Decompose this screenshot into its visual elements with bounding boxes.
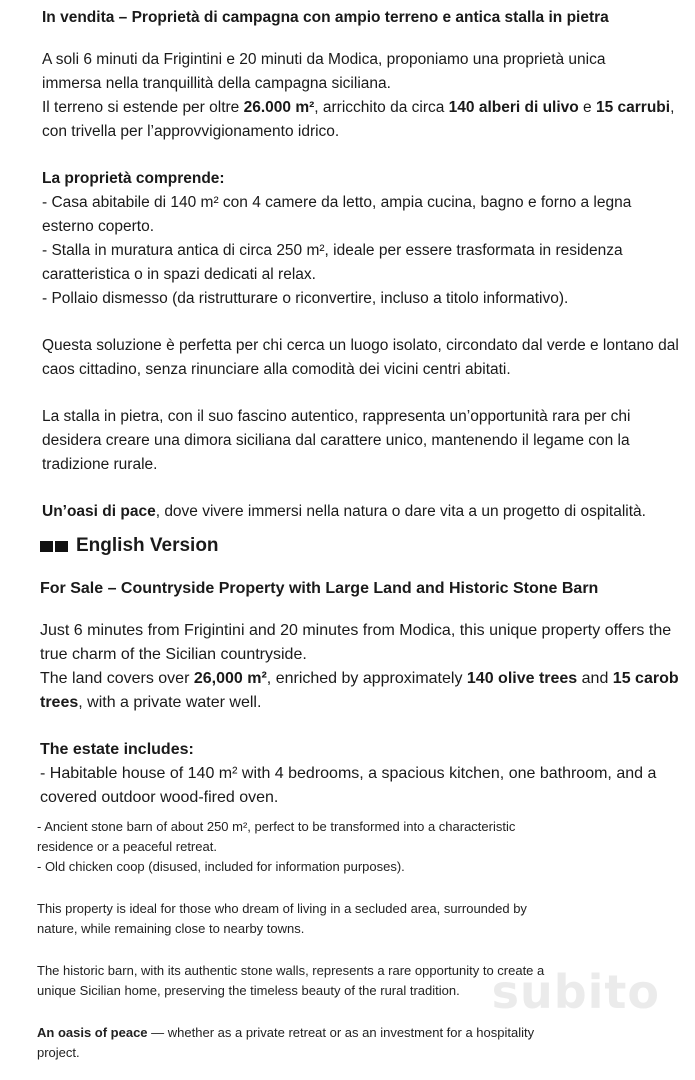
english-land-area: 26,000 m² (193, 670, 267, 687)
english-item-barn-line1: - Ancient stone barn of about 250 m², perfect to be transformed into a characteristic (37, 819, 516, 834)
english-item-barn (37, 817, 637, 857)
italian-carob-count: 15 carrubi (595, 99, 671, 116)
italian-land-area: 26.000 m² (243, 99, 315, 116)
italian-land-and: e (578, 99, 596, 116)
italian-item-coop: - Pollaio dismesso (da ristrutturare o riconvertire, incluso a titolo informativo). (42, 290, 569, 307)
italian-oasis (42, 500, 682, 524)
english-oasis-rest-line1: — whether as a private retreat or as an investment for a hospitality (147, 1025, 535, 1040)
english-intro-text: Just 6 minutes from Frigintini and 20 minutes from Modica, this unique property offers the true charm of the Sicilian countryside. (40, 622, 672, 663)
italian-oasis-bold: Un’oasi di pace (42, 503, 156, 520)
italian-land-text: Il terreno si estende per oltre (42, 99, 244, 116)
english-oasis-bold: An oasis of peace (37, 1025, 148, 1040)
english-item-house: - Habitable house of 140 m² with 4 bedrooms, a spacious kitchen, one bathroom, and a covered outdoor wood-fired oven. (40, 765, 657, 806)
italian-includes-heading: La proprietà comprende: (42, 170, 225, 187)
english-includes (40, 738, 690, 810)
english-paragraph-location-line2: nature, while remaining close to nearby towns. (37, 921, 305, 936)
english-item-barn-line2: residence or a peaceful retreat. (37, 839, 217, 854)
english-intro (40, 619, 690, 715)
english-details (37, 817, 637, 1063)
english-item-coop: - Old chicken coop (disused, included for information purposes). (37, 859, 405, 874)
english-land-and: and (577, 670, 613, 687)
english-paragraph-barn (37, 961, 637, 1001)
english-paragraph-barn-line2: unique Sicilian home, preserving the timeless beauty of the rural tradition. (37, 983, 460, 998)
english-land-text-end: , with a private water well. (78, 694, 262, 711)
italian-item-barn: - Stalla in muratura antica di circa 250 m², ideale per essere trasformata in residenza caratteristica o in spazi dedicati al relax. (42, 242, 623, 283)
english-includes-heading-text: The estate includes: (40, 741, 194, 758)
english-oasis-rest-line2: project. (37, 1045, 80, 1060)
italian-land-text-mid: , arricchito da circa (314, 99, 449, 116)
italian-description (42, 8, 682, 524)
english-land-text: The land covers over (40, 670, 194, 687)
italian-intro-line1: A soli 6 minuti da Frigintini e 20 minuti da Modica, proponiamo una proprietà unica (42, 51, 606, 68)
english-version-label: English Version (76, 535, 219, 556)
italian-intro (42, 48, 682, 144)
english-paragraph-location (37, 899, 637, 939)
english-olive-count: 140 olive trees (466, 670, 578, 687)
italian-oasis-rest: , dove vivere immersi nella natura o dare vita a un progetto di ospitalità. (155, 503, 646, 520)
english-oasis (37, 1023, 637, 1063)
italian-item-house: - Casa abitabile di 140 m² con 4 camere da letto, ampia cucina, bagno e forno a legna esterno coperto. (42, 194, 632, 235)
english-title: For Sale – Countryside Property with Large Land and Historic Stone Barn (40, 580, 599, 597)
watermark-text: subito (491, 965, 660, 1019)
italian-olive-count: 140 alberi di ulivo (448, 99, 579, 116)
english-paragraph-location-line1: This property is ideal for those who dream of living in a secluded area, surrounded by (37, 901, 527, 916)
english-carob-count: 15 carob trees (40, 670, 679, 711)
english-land-text-mid: , enriched by approximately (266, 670, 467, 687)
english-version-header (40, 534, 219, 558)
english-paragraph-barn-line1: The historic barn, with its authentic stone walls, represents a rare opportunity to create a (37, 963, 545, 978)
square-bullet-icon (40, 541, 68, 552)
italian-paragraph-barn: La stalla in pietra, con il suo fascino autentico, rappresenta un’opportunità rara per chi desidera creare una dimora siciliana dal carattere unico, mantenendo il legame con la tradizione rurale. (42, 408, 631, 473)
italian-intro-line2: immersa nella tranquillità della campagna siciliana. (42, 75, 391, 92)
italian-paragraph-location: Questa soluzione è perfetta per chi cerca un luogo isolato, circondato dal verde e lontano dal caos cittadino, senza rinunciare alla comodità dei vicini centri abitati. (42, 337, 679, 378)
italian-title: In vendita – Proprietà di campagna con ampio terreno e antica stalla in pietra (42, 9, 609, 26)
italian-land-text-end: , con trivella per l’approvvigionamento idrico. (42, 99, 675, 140)
english-land (40, 667, 690, 715)
english-includes-heading (40, 738, 690, 762)
